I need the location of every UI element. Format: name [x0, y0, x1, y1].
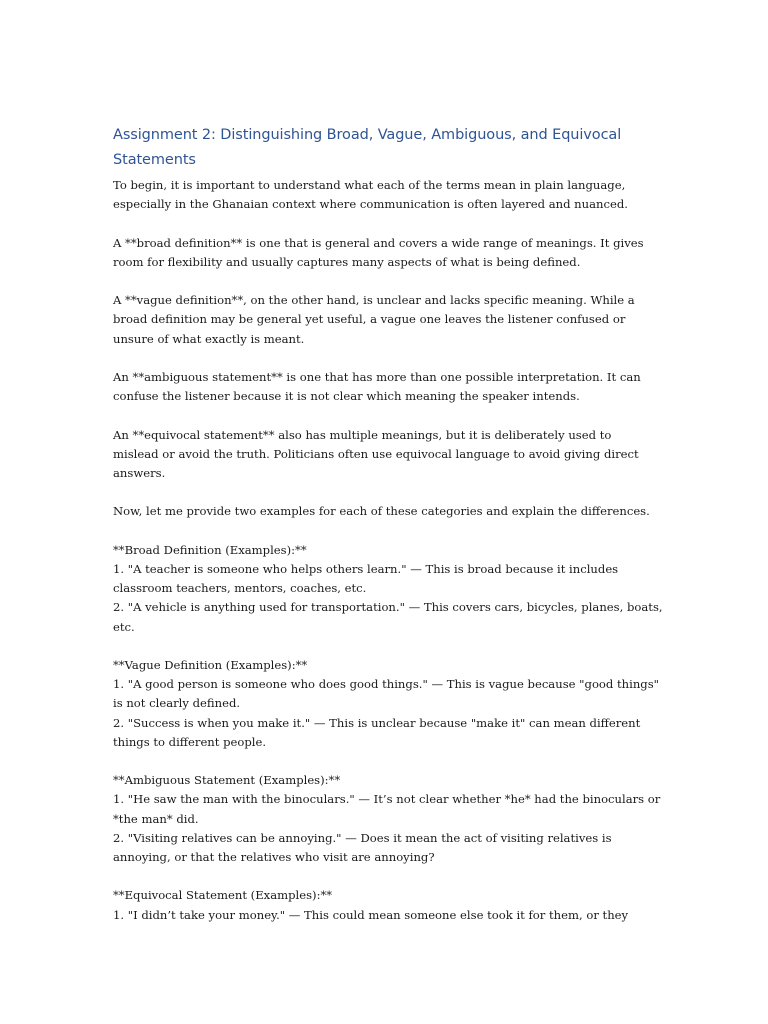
text-line: 1. "A good person is someone who does good things." — This is vague because "good things" [113, 677, 660, 692]
text-line: 1. "He saw the man with the binoculars." — It’s not clear whether *he* had the binoculars or [113, 792, 661, 807]
text-line: **Equivocal Statement (Examples):** [113, 888, 333, 903]
text-line: 1. "A teacher is someone who helps others learn." — This is broad because it includes [113, 561, 619, 576]
text-line: broad definition may be general yet useful, a vague one leaves the listener confused or [113, 312, 626, 327]
paragraph [113, 234, 665, 272]
text-line: room for flexibility and usually captures many aspects of what is being defined. [113, 254, 581, 269]
text-line: **Ambiguous Statement (Examples):** [113, 773, 341, 788]
paragraph [113, 502, 665, 521]
document-title: Assignment 2: Distinguishing Broad, Vague, Ambiguous, and Equivocal Statements [113, 127, 622, 168]
text-line: An **equivocal statement** also has multiple meanings, but it is deliberately used to [113, 427, 612, 442]
paragraph [113, 368, 665, 406]
paragraph [113, 541, 665, 637]
text-line: etc. [113, 619, 135, 634]
paragraph [113, 291, 665, 349]
text-line: 2. "Visiting relatives can be annoying." — Does it mean the act of visiting relatives is [113, 830, 612, 845]
text-line: 2. "A vehicle is anything used for transportation." — This covers cars, bicycles, planes, boats, [113, 600, 663, 615]
text-line: A **broad definition** is one that is general and covers a wide range of meanings. It gives [113, 235, 644, 250]
document-page [113, 123, 665, 925]
paragraph [113, 176, 665, 214]
text-line: 2. "Success is when you make it." — This is unclear because "make it" can mean different [113, 715, 641, 730]
text-line: **Vague Definition (Examples):** [113, 657, 308, 672]
text-line: things to different people. [113, 734, 267, 749]
document-body [113, 176, 665, 925]
text-line: is not clearly defined. [113, 696, 241, 711]
text-line: especially in the Ghanaian context where communication is often layered and nuanced. [113, 197, 628, 212]
text-line: Now, let me provide two examples for each of these categories and explain the differences. [113, 504, 650, 519]
text-line: confuse the listener because it is not clear which meaning the speaker intends. [113, 389, 580, 404]
paragraph [113, 426, 665, 484]
paragraph [113, 771, 665, 867]
text-line: answers. [113, 465, 166, 480]
text-line: unsure of what exactly is meant. [113, 331, 305, 346]
text-line: To begin, it is important to understand what each of the terms mean in plain language, [113, 178, 626, 192]
text-line: **Broad Definition (Examples):** [113, 542, 307, 557]
text-line: annoying, or that the relatives who visit are annoying? [113, 849, 435, 864]
text-line: classroom teachers, mentors, coaches, etc. [113, 581, 367, 596]
text-line: A **vague definition**, on the other hand, is unclear and lacks specific meaning. While a [113, 293, 635, 308]
text-line: An **ambiguous statement** is one that has more than one possible interpretation. It can [113, 369, 641, 384]
text-line: mislead or avoid the truth. Politicians often use equivocal language to avoid giving direct [113, 446, 639, 461]
paragraph [113, 656, 665, 752]
paragraph [113, 886, 665, 924]
text-line: 1. "I didn’t take your money." — This could mean someone else took it for them, or they [113, 907, 629, 922]
text-line: *the man* did. [113, 811, 199, 826]
